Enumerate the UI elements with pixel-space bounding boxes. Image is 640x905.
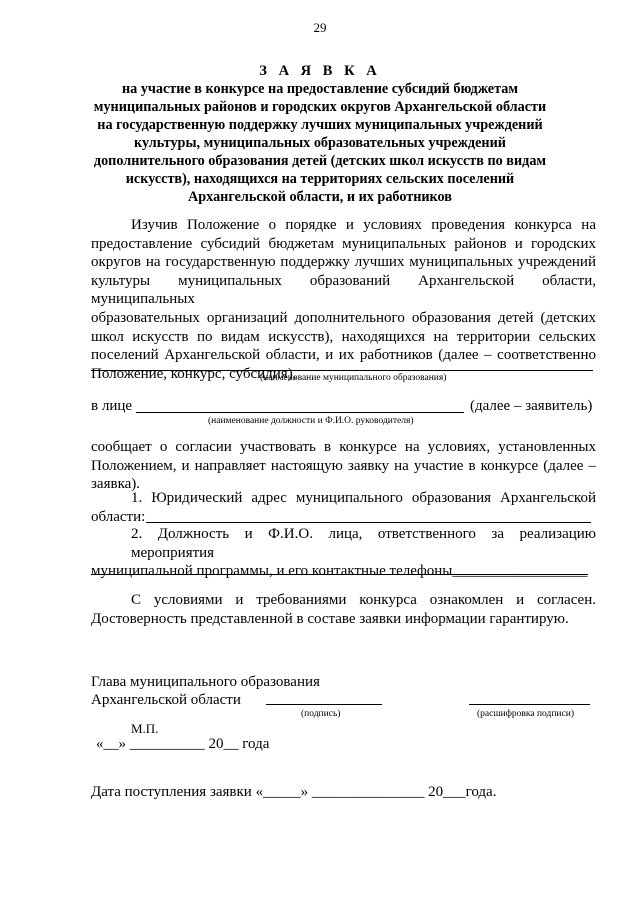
signature-caption: (подпись) (301, 709, 341, 719)
page-number: 29 (313, 20, 327, 35)
agree-paragraph (91, 438, 596, 494)
head-title-line: Глава муниципального образования (91, 674, 320, 690)
title-line: культуры, муниципальных образовательных учреждений (134, 135, 506, 151)
signature-decoding-caption: (расшифровка подписи) (477, 709, 574, 719)
title-word: З А Я В К А (259, 63, 381, 79)
municipality-blank-line[interactable] (91, 370, 593, 371)
intro-line: образовательных организаций дополнительного образования детей (детских (91, 309, 596, 326)
item-2 (91, 525, 596, 581)
item-1-line: 1. Юридический адрес муниципального образования Архангельской (131, 490, 596, 506)
stamp-label: М.П. (131, 721, 159, 736)
item-1 (91, 489, 596, 526)
conditions-line: С условиями и требованиями конкурса ознакомлен и согласен. (131, 592, 596, 608)
title-line: муниципальных районов и городских округов Архангельской области (93, 99, 547, 115)
agree-line: Положением, и направляет настоящую заявку на участие в конкурсе (далее – (91, 457, 596, 474)
title-line: Архангельской области, и их работников (188, 189, 452, 205)
signature-blank-line[interactable] (266, 704, 382, 705)
contact-blank-line[interactable] (91, 574, 588, 575)
item-2-line: 2. Должность и Ф.И.О. лица, ответственного за реализацию мероприятия (131, 526, 596, 561)
intro-line: округов на государственную поддержку лучших муниципальных учреждений (91, 254, 596, 271)
document-title (60, 62, 580, 206)
title-line: на участие в конкурсе на предоставление субсидий бюджетам (122, 81, 518, 97)
signature-date-line: «__» __________ 20__ года (96, 736, 270, 752)
legal-address-blank-line[interactable] (146, 522, 591, 523)
conditions-line: Достоверность представленной в составе заявки информации гарантирую. (91, 610, 569, 627)
intro-line: Изучив Положение о порядке и условиях проведения конкурса на (131, 217, 596, 233)
intro-line: культуры муниципальных образований Архангельской области, муниципальных (91, 272, 596, 308)
signature-decoding-blank-line[interactable] (469, 704, 590, 705)
item-2-line: муниципальной программы, и его контактные телефоны__________________ (91, 563, 588, 580)
intro-line: Положение, конкурс, субсидия), (91, 365, 297, 382)
title-line: на государственную поддержку лучших муниципальных учреждений (97, 117, 543, 133)
receipt-date-line: Дата поступления заявки «_____» _______________ 20___года. (91, 784, 497, 800)
municipality-caption: (наименование муниципального образования) (260, 373, 447, 383)
conditions-paragraph (91, 591, 596, 628)
item-1-line: области: (91, 508, 146, 525)
intro-line: поселений Архангельской области, и их работников (далее – соответственно (91, 347, 596, 364)
title-line: искусств), находящихся на территориях сельских поселений (125, 171, 515, 187)
intro-paragraph (91, 216, 596, 383)
head-region-line: Архангельской области (91, 692, 241, 708)
head-position-blank-line[interactable] (136, 412, 464, 413)
head-position-caption: (наименование должности и Ф.И.О. руководителя) (208, 416, 414, 426)
agree-line: заявка). (91, 476, 141, 493)
in-person-prefix: в лице (91, 398, 133, 414)
agree-line: сообщает о согласии участвовать в конкурсе на условиях, установленных (91, 439, 596, 455)
intro-line: школ искусств по видам искусств), находящихся на территории сельских (91, 328, 596, 345)
in-person-suffix: (далее – заявитель) (470, 398, 593, 414)
title-line: дополнительного образования детей (детских школ искусств по видам (93, 153, 547, 169)
intro-line: предоставление субсидий бюджетам муниципальных районов и городских (91, 235, 596, 252)
